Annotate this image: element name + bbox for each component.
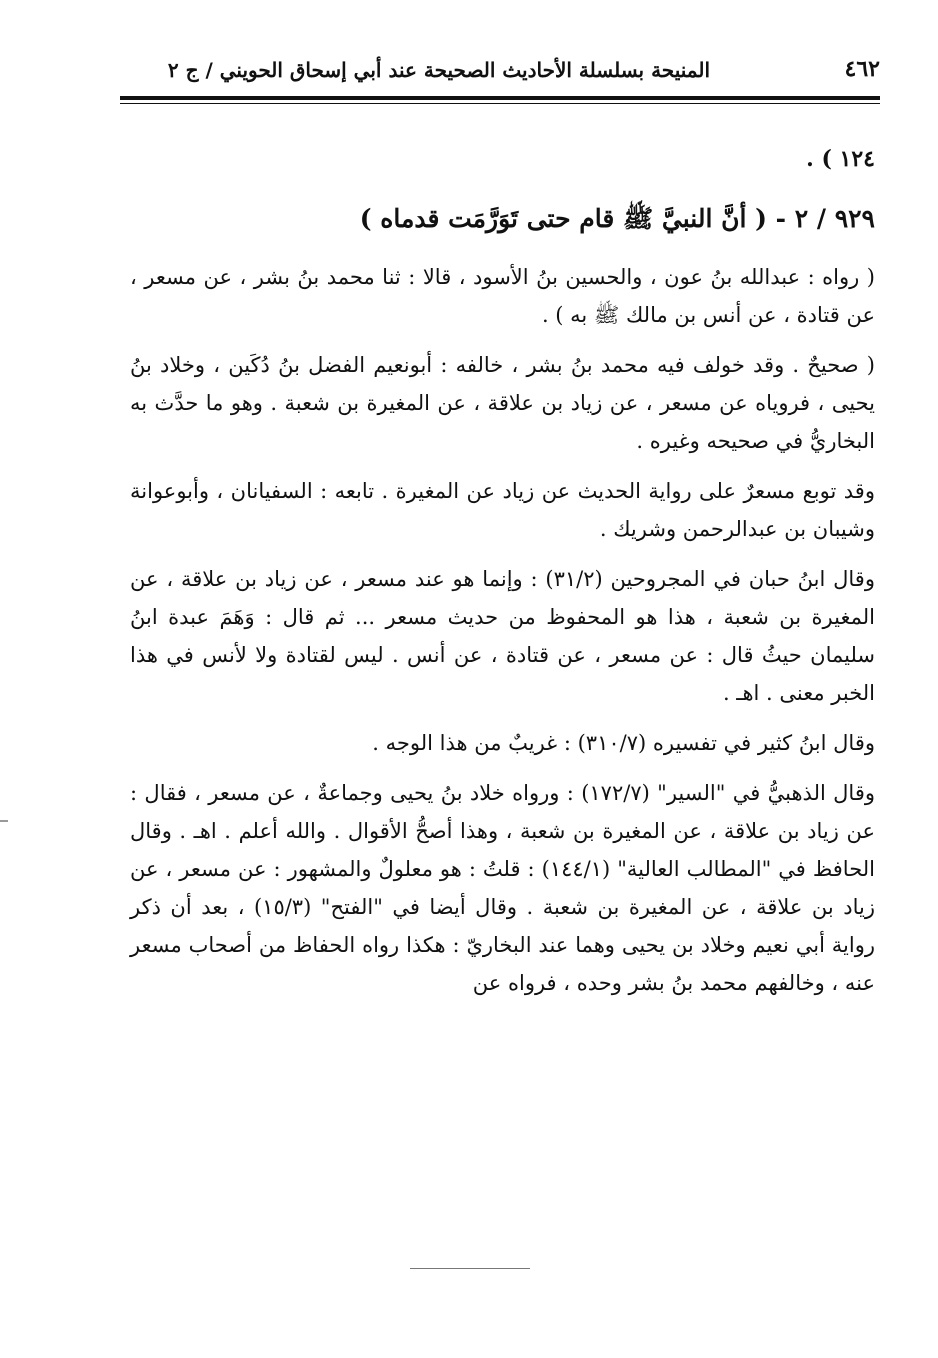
running-header bbox=[120, 52, 880, 92]
header-rule-thin bbox=[120, 103, 880, 104]
paragraph-ibn-kathir: وقال ابنُ كثير في تفسيره (٣١٠/٧) : غريبٌ من هذا الوجه . bbox=[372, 731, 875, 755]
continued-fragment: ١٢٤ ) . bbox=[806, 146, 875, 172]
scan-edge-mark bbox=[0, 820, 8, 822]
hadith-heading: ٩٢٩ / ٢ - ( أنَّ النبيَّ ﷺ قام حتى تَوَرَّمَت قدماه ) bbox=[359, 204, 875, 233]
book-title: المنيحة بسلسلة الأحاديث الصحيحة عند أبي إسحاق الحويني / ج ٢ bbox=[167, 58, 710, 82]
footer-rule bbox=[410, 1268, 530, 1269]
paragraph-narration: ( رواه : عبدالله بنُ عون ، والحسين بنُ الأسود ، قالا : ثنا محمد بنُ بشر ، عن مسعر ، عن قتادة ، عن أنس بن مالك ﷺ به ) . bbox=[130, 265, 875, 327]
main-text bbox=[130, 140, 875, 1014]
paragraph-grading: ( صحيحٌ . وقد خولف فيه محمد بنُ بشر ، خالفه : أبونعيم الفضل بنُ دُكَين ، وخلاد بنُ يحيى ، فروياه عن مسعر ، عن زياد بن علاقة ، عن المغيرة بن شعبة . وهو ما حدَّث به البخاريُّ في صحيحه وغيره . bbox=[130, 353, 875, 453]
paragraph-ibn-hibban: وقال ابنُ حبان في المجروحين (٣١/٢) : وإنما هو عند مسعر ، عن زياد بن علاقة ، عن المغيرة بن شعبة ، هذا هو المحفوظ من حديث مسعر ... ثم قال : وَهَمَ عبدة ابنُ سليمان حيثُ قال : عن مسعر ، عن قتادة ، عن أنس . ليس لقتادة ولا لأنس في هذا الخبر معنى . اهـ . bbox=[130, 567, 875, 705]
paragraph-corroboration: وقد توبع مسعرٌ على رواية الحديث عن زياد عن المغيرة . تابعه : السفيانان ، وأبوعوانة وشيبان بن عبدالرحمن وشريك . bbox=[130, 479, 875, 541]
paragraph-dhahabi: وقال الذهبيُّ في "السير" (١٧٢/٧) : ورواه خلاد بنُ يحيى وجماعةٌ ، عن مسعر ، فقال : عن زياد بن علاقة ، عن المغيرة بن شعبة ، وهذا أصحُّ الأقوال . والله أعلم . اهـ . وقال الحافظ في "المطالب العالية" (١٤٤/١) : قلتُ : هو معلولٌ والمشهور : عن مسعر ، عن زياد بن علاقة ، عن المغيرة بن شعبة . وقال أيضا في "الفتح" (١٥/٣) ، بعد أن ذكر رواية أبي نعيم وخلاد بن يحيى وهما عند البخاريّ : هكذا رواه الحفاظ من أصحاب مسعر عنه ، وخالفهم محمد بنُ بشر وحده ، فرواه عن bbox=[130, 781, 875, 995]
page-number: ٤٦٢ bbox=[844, 56, 880, 82]
header-rule-thick bbox=[120, 96, 880, 100]
